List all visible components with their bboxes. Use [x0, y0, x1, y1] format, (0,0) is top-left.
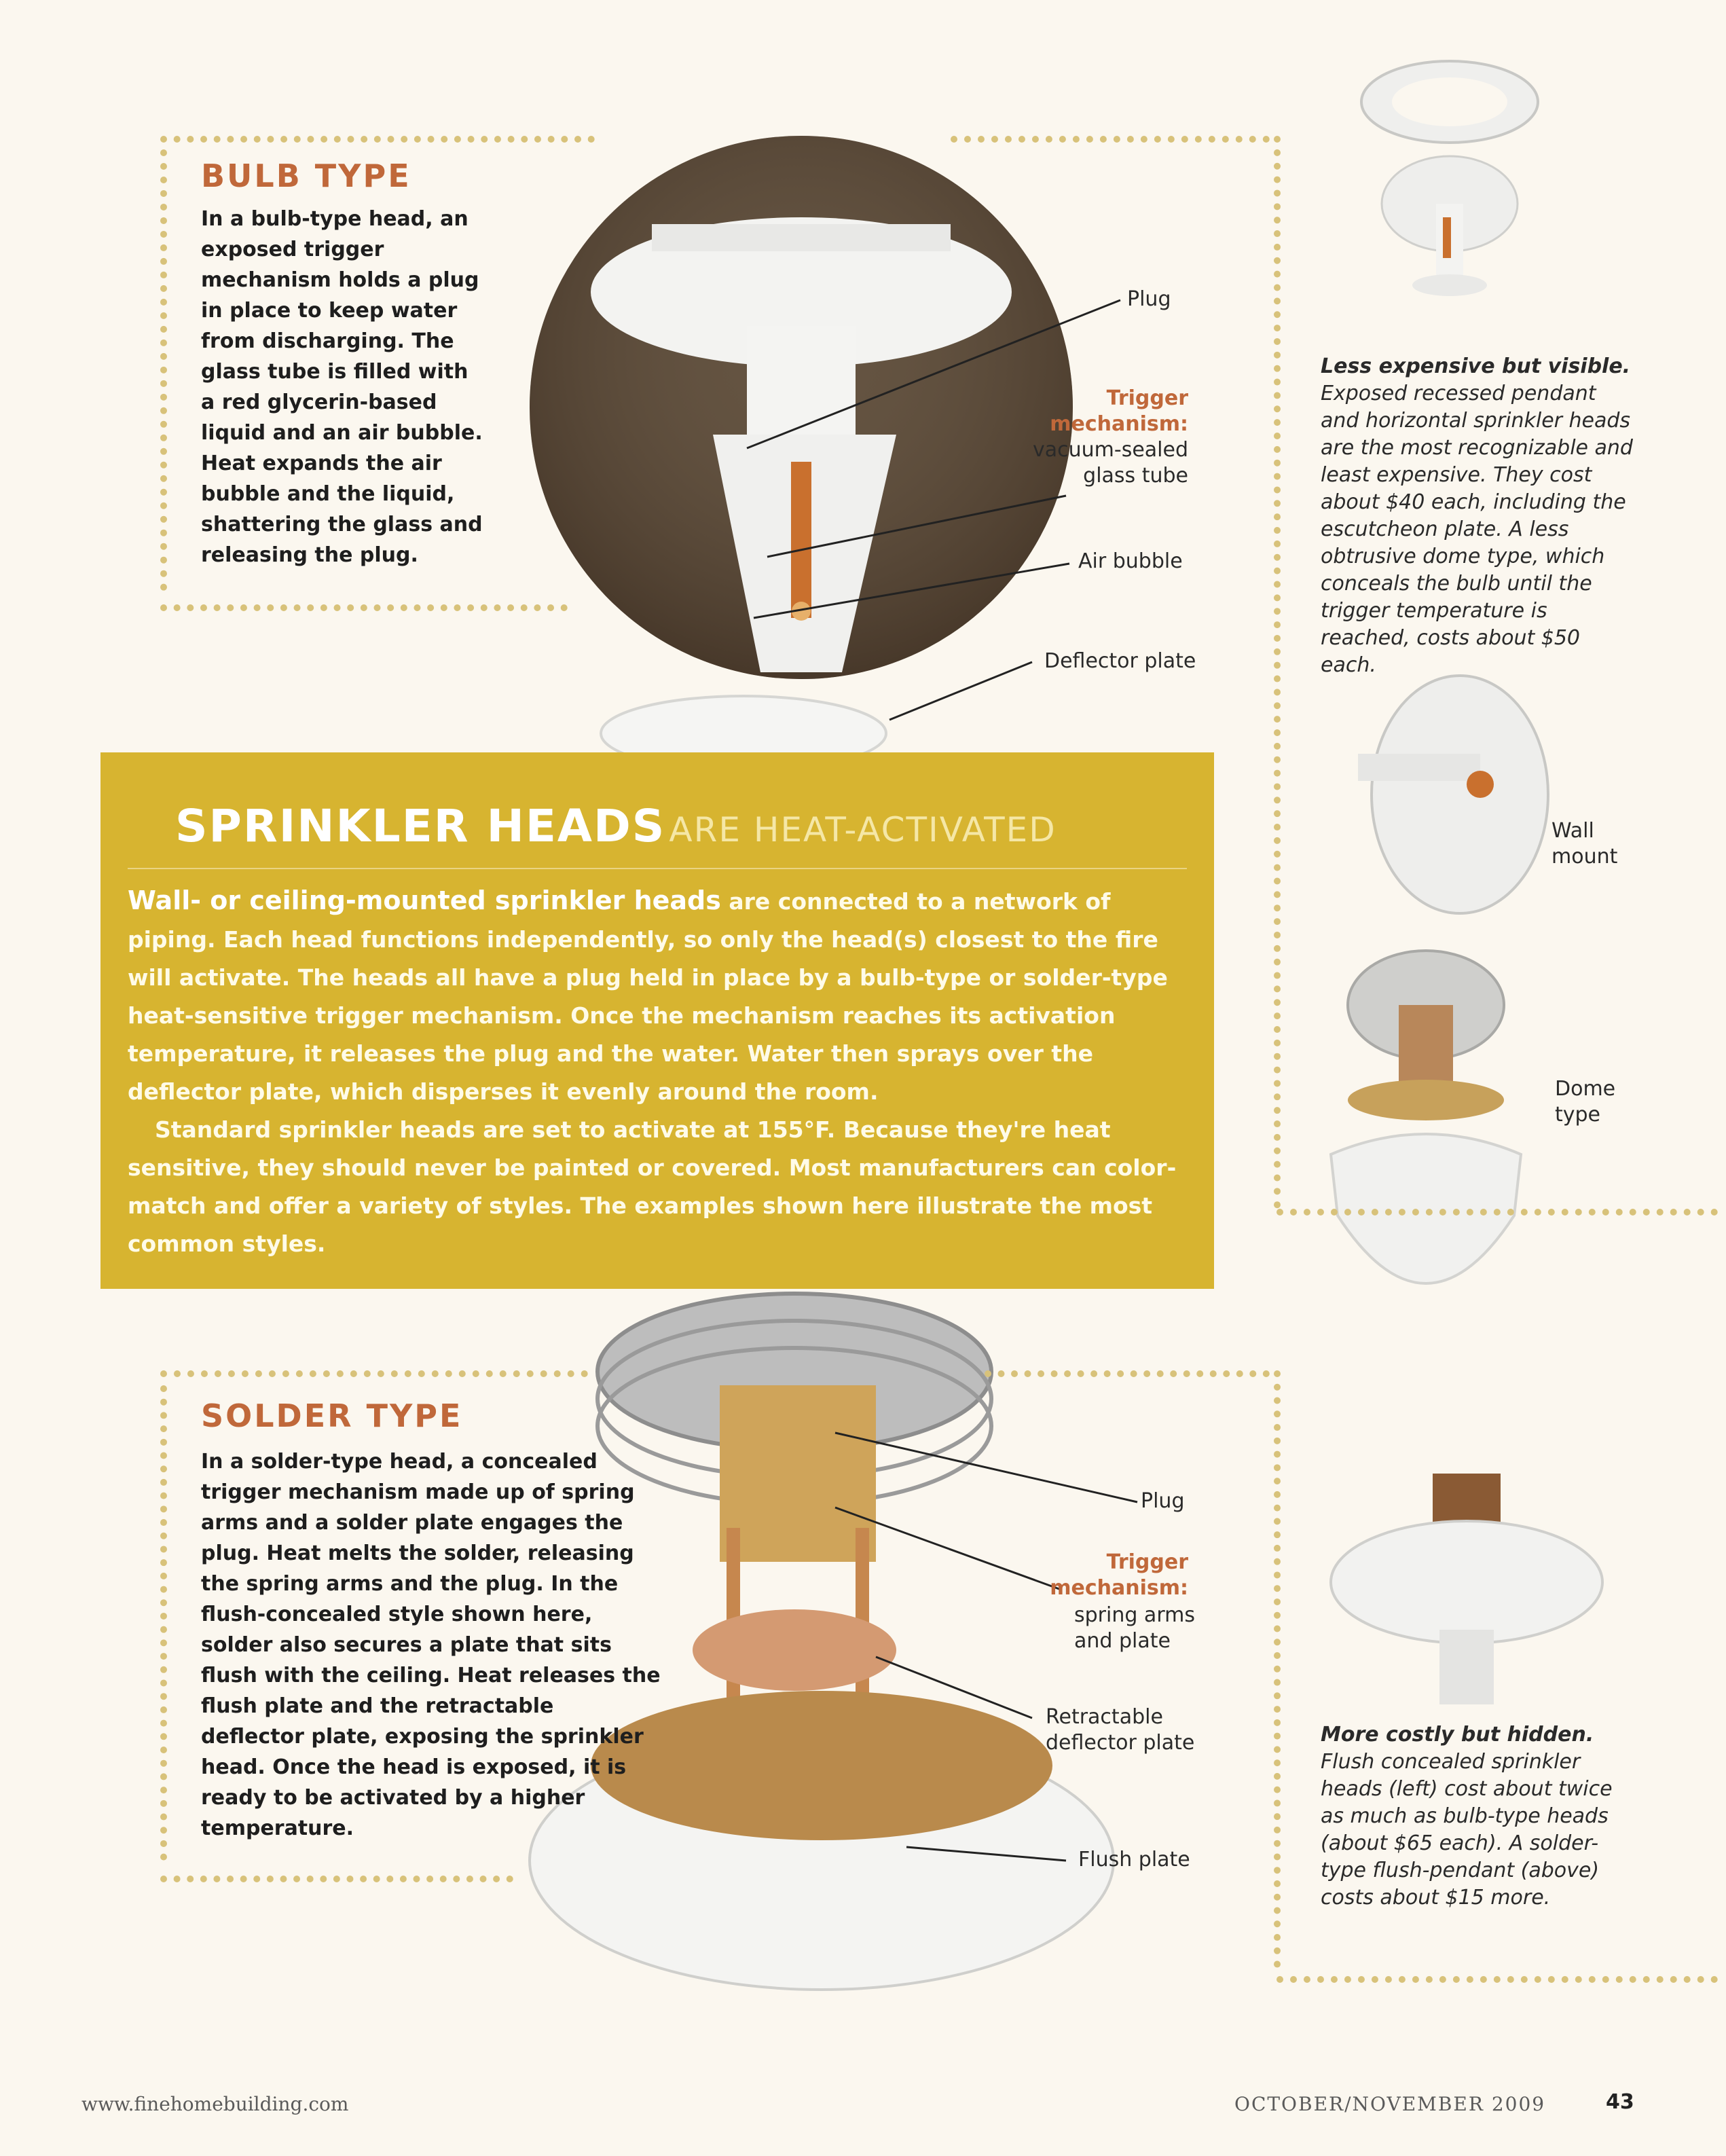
dotted-border-right-mid	[1277, 1209, 1718, 1216]
callout-solder-trigger-desc: spring arms and plate	[1074, 1603, 1195, 1653]
dotted-border-bulb-bottom	[160, 604, 568, 611]
dotted-border-right-bottom	[1274, 1370, 1281, 1968]
bulb-type-body: In a bulb-type head, an exposed trigger mechanism holds a plug in place to keep water from discharging. The glass tube is filled with a red glycerin-based liquid and an air bubble. Heat expands the air bubble and the liquid, shattering the glass and releasing the plug.	[201, 207, 483, 567]
panel-paragraph-2: Standard sprinkler heads are set to activate at 155°F. Because they're heat sensitive, they should never be painted or covered. Most manufacturers can color-match and offer a variety of styles. The examples shown here illustrate the most common styles.	[128, 1116, 1177, 1257]
callout-solder-plug: Plug	[1141, 1489, 1185, 1513]
caption-more-costly-text: Flush concealed sprinkler heads (left) cost about twice as much as bulb-type heads (about $65 each). A solder-type flush-pendant (above) costs about $15 more.	[1321, 1750, 1613, 1910]
flush-pendant-photo	[1331, 1474, 1602, 1704]
callout-deflector-plate: Deflector plate	[1044, 649, 1196, 673]
dotted-border-solder-bottom	[160, 1876, 513, 1882]
panel-title-sub: ARE HEAT-ACTIVATED	[669, 810, 1057, 849]
dotted-border-bulb-left	[160, 149, 167, 591]
dotted-border-solder-top-right	[985, 1370, 1270, 1377]
dotted-border-solder-left	[160, 1385, 167, 1861]
dotted-border-solder-top	[160, 1370, 588, 1377]
caption-more-costly-bold: More costly but hidden.	[1321, 1723, 1594, 1747]
dotted-border-right-end	[1277, 1976, 1718, 1983]
dotted-border-right-top	[1274, 136, 1281, 1209]
panel-body	[128, 881, 1187, 1263]
dome-type-photo	[1331, 951, 1521, 1283]
solder-type-body: In a solder-type head, a concealed trigger mechanism made up of spring arms and a solder plate engages the plug. Heat melts the solder, releasing the spring arms and the plug. In the flush-concealed style shown here, solder also secures a plate that sits flush with the ceiling. Heat releases the flush plate and the retractable deflector plate, exposing the sprinkler head. Once the head is exposed, it is ready to be activated by a higher temperature.	[201, 1450, 661, 1840]
footer-url: www.finehomebuilding.com	[81, 2093, 349, 2115]
panel-lead: Wall- or ceiling-mounted sprinkler heads	[128, 885, 721, 915]
callout-retractable-deflector: Retractable deflector plate	[1046, 1705, 1195, 1755]
callout-air-bubble: Air bubble	[1078, 549, 1183, 573]
panel-paragraph-1: are connected to a network of piping. Each head functions independently, so only the head(s) closest to the fire will activate. The heads all have a plug held in place by a bulb-type or solder-type heat-sensitive trigger mechanism. Once the mechanism reaches its activation temperature, it releases the plug and the water. Water then sprays over the deflector plate, which disperses it evenly around the room.	[128, 888, 1168, 1105]
footer-page-number: 43	[1606, 2090, 1634, 2114]
caption-less-expensive	[1321, 353, 1633, 679]
dotted-border-bulb-top-right	[951, 136, 1270, 143]
dotted-border-bulb-top	[160, 136, 595, 143]
solder-type-title: SOLDER TYPE	[201, 1397, 463, 1434]
panel-divider	[128, 868, 1187, 869]
caption-less-expensive-bold: Less expensive but visible.	[1321, 354, 1631, 378]
label-dome-type: Dome type	[1555, 1077, 1616, 1127]
callout-trigger	[1018, 386, 1188, 489]
footer-issue: OCTOBER/NOVEMBER 2009	[1234, 2093, 1546, 2115]
heat-activated-panel	[100, 752, 1214, 1289]
wall-mount-photo	[1358, 676, 1548, 913]
label-wall-mount: Wall mount	[1551, 819, 1618, 869]
panel-title	[175, 800, 1057, 852]
callout-trigger-desc: vacuum-sealed glass tube	[1032, 438, 1188, 488]
callout-plug: Plug	[1127, 287, 1171, 311]
panel-title-main: SPRINKLER HEADS	[175, 800, 666, 852]
bulb-type-title: BULB TYPE	[201, 158, 411, 194]
caption-more-costly	[1321, 1721, 1633, 1912]
callout-solder-trigger-title: Trigger mechanism:	[1050, 1550, 1188, 1600]
callout-trigger-title: Trigger mechanism:	[1050, 386, 1188, 436]
recessed-pendant-photo	[1361, 61, 1538, 296]
callout-solder-trigger	[1018, 1550, 1188, 1601]
callout-flush-plate: Flush plate	[1078, 1848, 1190, 1871]
bulb-head-photo	[530, 136, 1073, 679]
caption-less-expensive-text: Exposed recessed pendant and horizontal sprinkler heads are the most recognizable and least expensive. They cost about $40 each, including the escutcheon plate. A less obtrusive dome type, which conceals the bulb until the trigger temperature is reached, costs about $50 each.	[1321, 382, 1633, 677]
